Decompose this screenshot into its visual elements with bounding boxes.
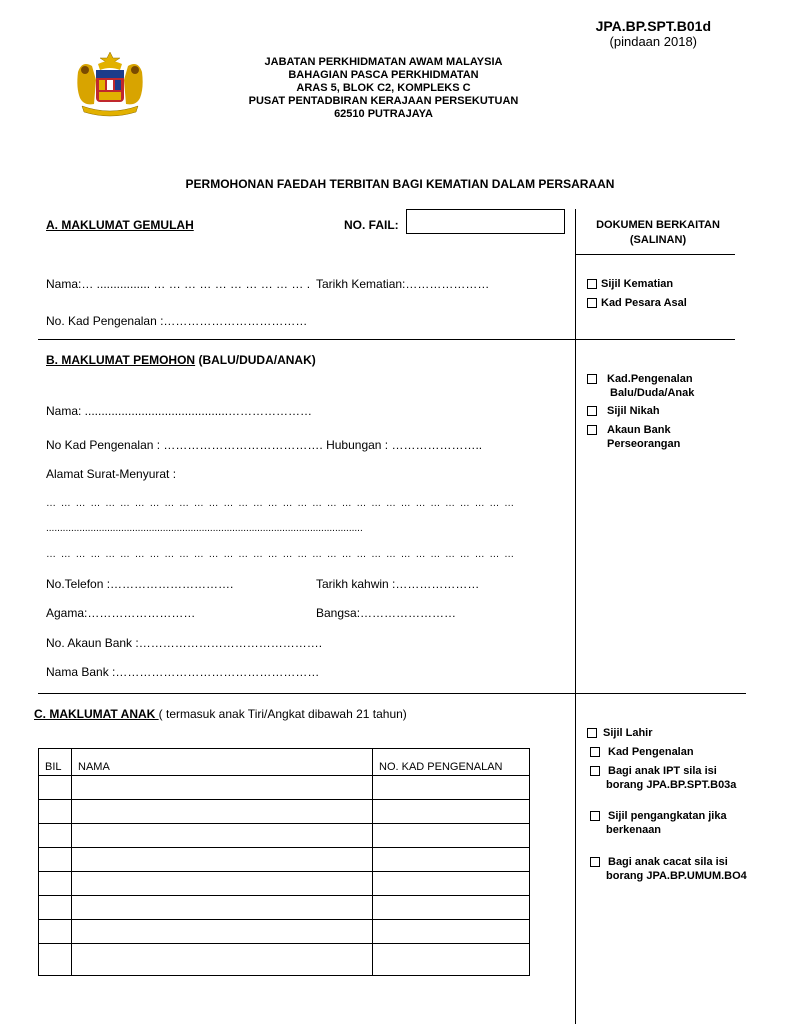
table-row[interactable] [39,776,530,800]
header-line-1: JABATAN PERKHIDMATAN AWAM MALAYSIA [264,56,503,68]
agency-header [0,56,768,121]
checkbox-icon[interactable] [587,298,597,308]
anak-table [38,748,530,976]
checkbox-icon[interactable] [590,857,600,867]
column-divider [575,209,576,1024]
akaun-bank-field[interactable]: No. Akaun Bank :………………………………………. [46,636,323,650]
bangsa-field[interactable]: Bangsa:…………………… [316,606,457,620]
alamat-line-1[interactable]: … … … … … … … … … … … … … … … … … … … … … … … … … … … … … … … … [46,498,516,509]
checkbox-icon[interactable] [587,406,597,416]
checkbox-icon[interactable] [590,766,600,776]
header-line-4: PUSAT PENTADBIRAN KERAJAAN PERSEKUTUAN [248,95,519,107]
nama-bank-field[interactable]: Nama Bank :…………………………………………… [46,665,320,679]
checkbox-icon[interactable] [590,747,600,757]
gemulah-kad-pengenalan-field[interactable]: No. Kad Pengenalan :……………………………… [46,314,308,328]
checkbox-sijil-lahir[interactable]: Sijil Lahir [587,726,653,740]
section-a-title: A. MAKLUMAT GEMULAH [46,218,194,232]
form-code [596,18,711,49]
table-header-row [39,749,530,776]
section-b-divider [38,693,746,694]
checkbox-kad-pengenalan-anak[interactable]: Kad Pengenalan [590,745,694,759]
alamat-line-3[interactable]: … … … … … … … … … … … … … … … … … … … … … … … … … … … … … … … … [46,549,516,560]
no-fail-field[interactable] [406,209,565,234]
tarikh-kahwin-field[interactable]: Tarikh kahwin :………………… [316,577,480,591]
telefon-field[interactable]: No.Telefon :…………………………. [46,577,234,591]
form-title: PERMOHONAN FAEDAH TERBITAN BAGI KEMATIAN DALAM PERSARAAN [185,177,615,191]
agama-field[interactable]: Agama:……………………… [46,606,196,620]
checkbox-icon[interactable] [587,279,597,289]
checkbox-sijil-pengangkatan[interactable]: Sijil pengangkatan jika berkenaan [590,809,727,837]
checkbox-akaun-bank[interactable]: Akaun Bank Perseorangan [587,423,680,451]
checkbox-sijil-kematian[interactable]: Sijil Kematian [587,277,673,291]
header-line-5: 62510 PUTRAJAYA [334,108,433,120]
alamat-line-2[interactable]: .................................................................................................................. [46,523,363,534]
checkbox-icon[interactable] [587,374,597,384]
form-revision: (pindaan 2018) [609,34,698,49]
checkbox-kad-pengenalan-pemohon[interactable]: Kad.Pengenalan Balu/Duda/Anak [587,372,694,400]
tarikh-kematian-field[interactable]: Tarikh Kematian:………………… [316,277,490,291]
table-row[interactable] [39,824,530,848]
doc-heading-divider [575,254,735,255]
col-kad-pengenalan-header: NO. KAD PENGENALAN [373,749,530,776]
col-bil-header: BIL [39,749,72,776]
section-c-title: C. MAKLUMAT ANAK ( termasuk anak Tiri/Angkat dibawah 21 tahun) [34,707,407,721]
table-row[interactable] [39,848,530,872]
checkbox-kad-pesara-asal[interactable]: Kad Pesara Asal [587,296,687,310]
table-row[interactable] [39,920,530,944]
alamat-label: Alamat Surat-Menyurat : [46,467,177,481]
form-code-number: JPA.BP.SPT.B01d [595,18,711,34]
section-b-title: B. MAKLUMAT PEMOHON (BALU/DUDA/ANAK) [46,353,316,367]
pemohon-kad-pengenalan-hubungan-field[interactable]: No Kad Pengenalan : …………………………………. Hubungan : ………………….. [46,438,483,452]
pemohon-nama-field[interactable]: Nama: ...........................................………………… [46,404,313,418]
table-row[interactable] [39,944,530,976]
checkbox-anak-ipt[interactable]: Bagi anak IPT sila isi borang JPA.BP.SPT.B03a [590,764,736,792]
table-row[interactable] [39,800,530,824]
checkbox-icon[interactable] [587,728,597,738]
checkbox-sijil-nikah[interactable]: Sijil Nikah [587,404,660,418]
checkbox-icon[interactable] [590,811,600,821]
dokumen-berkaitan-heading: DOKUMEN BERKAITAN (SALINAN) [596,219,720,246]
checkbox-anak-cacat[interactable]: Bagi anak cacat sila isi borang JPA.BP.UMUM.BO4 [590,855,747,883]
table-row[interactable] [39,896,530,920]
header-line-2: BAHAGIAN PASCA PERKHIDMATAN [288,69,479,81]
header-line-3: ARAS 5, BLOK C2, KOMPLEKS C [296,82,471,94]
section-a-divider [38,339,735,340]
gemulah-nama-field[interactable]: Nama:… ................ … … … … … … … … … … . [46,277,311,291]
table-row[interactable] [39,872,530,896]
col-nama-header: NAMA [72,749,373,776]
checkbox-icon[interactable] [587,425,597,435]
no-fail-label: NO. FAIL: [344,218,399,232]
